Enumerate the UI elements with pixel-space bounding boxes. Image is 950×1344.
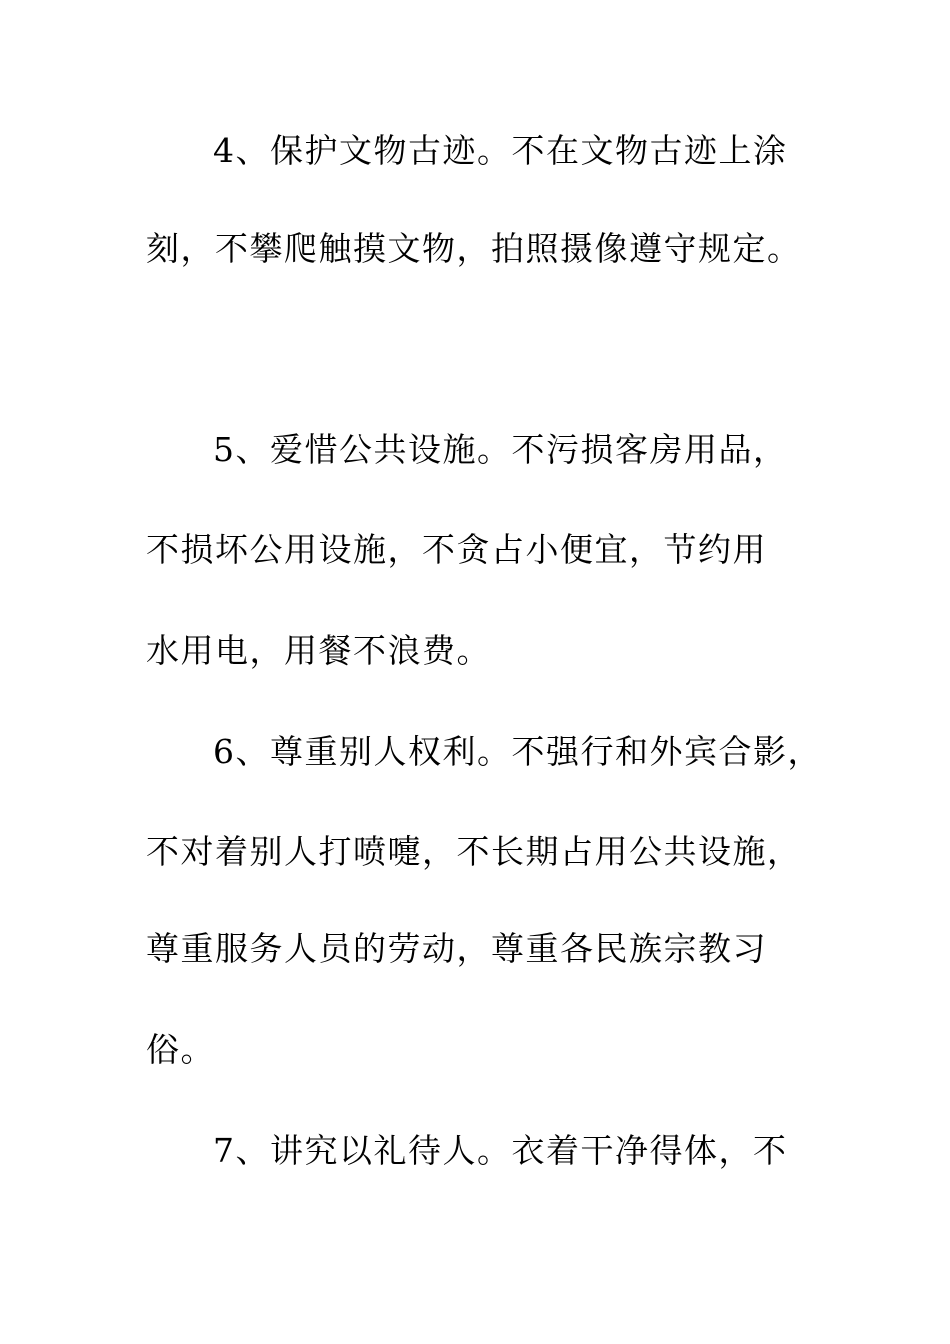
paragraph-6-line-4: 俗。: [146, 1030, 215, 1069]
paragraph-7-line-1: 7、讲究以礼待人。衣着干净得体，不: [213, 1131, 788, 1170]
paragraph-6-line-3: 尊重服务人员的劳动，尊重各民族宗教习: [146, 929, 767, 968]
paragraph-5-line-2: 不损坏公用设施，不贪占小便宜，节约用: [146, 530, 767, 569]
paragraph-4-line-2: 刻，不攀爬触摸文物，拍照摄像遵守规定。: [146, 229, 802, 268]
paragraph-6-line-1: 6、尊重别人权利。不强行和外宾合影，: [213, 732, 822, 771]
paragraph-5-line-3: 水用电，用餐不浪费。: [146, 631, 491, 670]
paragraph-4-line-1: 4、保护文物古迹。不在文物古迹上涂: [213, 131, 788, 170]
paragraph-5-line-1: 5、爱惜公共设施。不污损客房用品，: [213, 430, 788, 469]
paragraph-6-line-2: 不对着别人打喷嚏，不长期占用公共设施，: [146, 832, 802, 871]
